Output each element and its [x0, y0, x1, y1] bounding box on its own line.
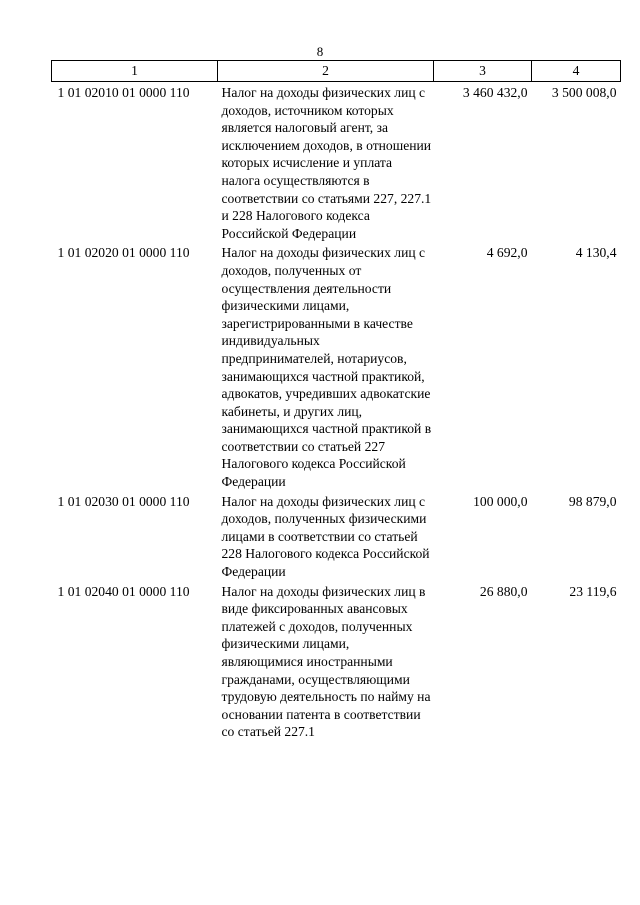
table-row — [52, 82, 621, 243]
amount-col3: 26 880,0 — [479, 583, 528, 599]
budget-code: 1 01 02010 01 0000 110 — [57, 85, 190, 100]
revenue-table — [51, 60, 621, 741]
revenue-description: Налог на доходы физических лиц с доходов, полученных от осуществления деятельности физическими лицами, зарегистрированными в качестве индивидуальных предпринимателей, нотариусов, занимающихся частной практикой, адвокатов, учредивших адвокатские кабинеты, и других лиц, занимающихся частной практикой в соответствии со статьей 227 Налогового кодекса Российской Федерации — [221, 245, 432, 490]
table-row — [52, 242, 621, 490]
budget-code: 1 01 02040 01 0000 110 — [57, 583, 190, 599]
column-header-3: 3 — [434, 61, 532, 82]
column-header-4: 4 — [532, 61, 621, 82]
page-number: 8 — [316, 44, 324, 59]
table-header-row — [52, 61, 621, 82]
amount-col4: 4 130,4 — [575, 245, 617, 261]
amount-col3: 4 692,0 — [486, 245, 528, 261]
budget-code: 1 01 02030 01 0000 110 — [57, 493, 190, 509]
revenue-description: Налог на доходы физических лиц с доходов, источником которых является налоговый агент, за исключением доходов, в отношении которых исчисление и уплата налога осуществляются в соответствии со статьями 227, 227.1 и 228 Налогового кодекса Российской Федерации — [221, 85, 432, 241]
column-header-1: 1 — [52, 61, 218, 82]
table-row — [52, 581, 621, 741]
revenue-description: Налог на доходы физических лиц в виде фиксированных авансовых платежей с доходов, полученных физическими лицами, являющимися иностранными гражданами, осуществляющими трудовую деятельность по найму на основании патента в соответствии со статьей 227.1 — [221, 583, 431, 740]
amount-col3: 3 460 432,0 — [462, 85, 528, 100]
amount-col4: 98 879,0 — [568, 493, 617, 509]
revenue-description: Налог на доходы физических лиц с доходов, полученных физическими лицами в соответствии со статьей 228 Налогового кодекса Российской Федерации — [221, 493, 430, 580]
amount-col3: 100 000,0 — [473, 493, 528, 509]
column-header-2: 2 — [218, 61, 434, 82]
table-row — [52, 491, 621, 581]
amount-col4: 23 119,6 — [569, 583, 617, 599]
budget-code: 1 01 02020 01 0000 110 — [57, 245, 190, 261]
amount-col4: 3 500 008,0 — [551, 85, 617, 100]
